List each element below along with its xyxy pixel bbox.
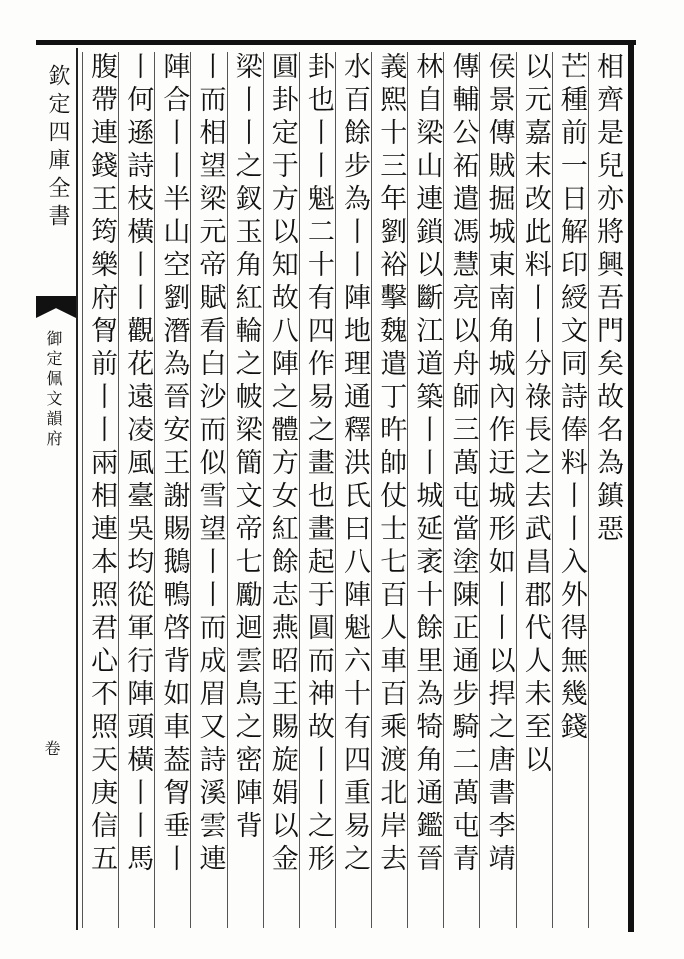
column-separator <box>190 52 191 928</box>
text-column: 傳輔公祏遣馮慧亮以舟師三萬屯當塗陳正通步騎二萬屯青 <box>447 52 479 877</box>
text-column: 以元嘉末改此料丨丨分祿長之去武昌郡代人未至以 <box>519 52 551 778</box>
text-column: 梁丨丨之釵玉角紅輪之帔梁簡文帝七勵迴雲鳥之密陣背 <box>230 52 262 844</box>
text-column: 相齊是兒亦將興吾門矣故名為鎮惡 <box>591 52 623 547</box>
text-column: 圓卦定于方以知故八陣之體方女紅餘志燕昭王賜旋娟以金 <box>266 52 298 877</box>
text-column: 侯景傳賊掘城東南角城內作迂城形如丨丨以捍之唐書李靖 <box>483 52 515 877</box>
text-column: 卦也丨丨魁二十有四作易之畫也畫起于圓而神故丨丨之形 <box>302 52 334 877</box>
margin-rule <box>76 48 78 930</box>
column-separator <box>552 52 553 928</box>
column-separator <box>263 52 264 928</box>
column-separator <box>335 52 336 928</box>
text-column: 林自梁山連鎖以斷江道築丨丨城延袤十餘里為犄角通鑑晉 <box>411 52 443 877</box>
text-column: 水百餘步為丨丨陣地理通釋洪氏曰八陣魁六十有四重易之 <box>339 52 371 877</box>
column-separator <box>118 52 119 928</box>
column-separator <box>371 52 372 928</box>
text-column: 丨何遜詩枝橫丨丨觀花遠凌風臺吳均從軍行陣頭橫丨丨馬 <box>122 52 154 877</box>
column-separator <box>154 52 155 928</box>
column-separator <box>299 52 300 928</box>
column-separator <box>588 52 589 928</box>
frame-border-top <box>36 40 636 45</box>
text-column: 丨而相望梁元帝賦看白沙而似雪望丨丨而成眉又詩溪雲連 <box>194 52 226 877</box>
folio-mark: 卷 <box>42 740 61 756</box>
frame-border-right <box>628 40 634 932</box>
text-column: 芒種前一日解印綬文同詩俸料丨丨入外得無幾錢 <box>555 52 587 745</box>
column-separator <box>479 52 480 928</box>
column-separator <box>407 52 408 928</box>
column-separator <box>443 52 444 928</box>
column-separator <box>82 52 83 928</box>
margin-subtitle: 御定佩文韻府 <box>44 330 63 450</box>
text-column: 義熙十三年劉裕擊魏遣丁旿帥仗士七百人車百乘渡北岸去 <box>375 52 407 877</box>
margin-title: 欽定四庫全書 <box>45 64 70 232</box>
column-separator <box>227 52 228 928</box>
text-column: 腹帶連錢王筠樂府胷前丨丨兩相連本照君心不照天庚信五 <box>86 52 118 877</box>
column-separator <box>516 52 517 928</box>
text-column: 陣合丨丨半山空劉潛為晉安王謝賜鵝鴨啓背如車葢胷垂丨 <box>158 52 190 877</box>
